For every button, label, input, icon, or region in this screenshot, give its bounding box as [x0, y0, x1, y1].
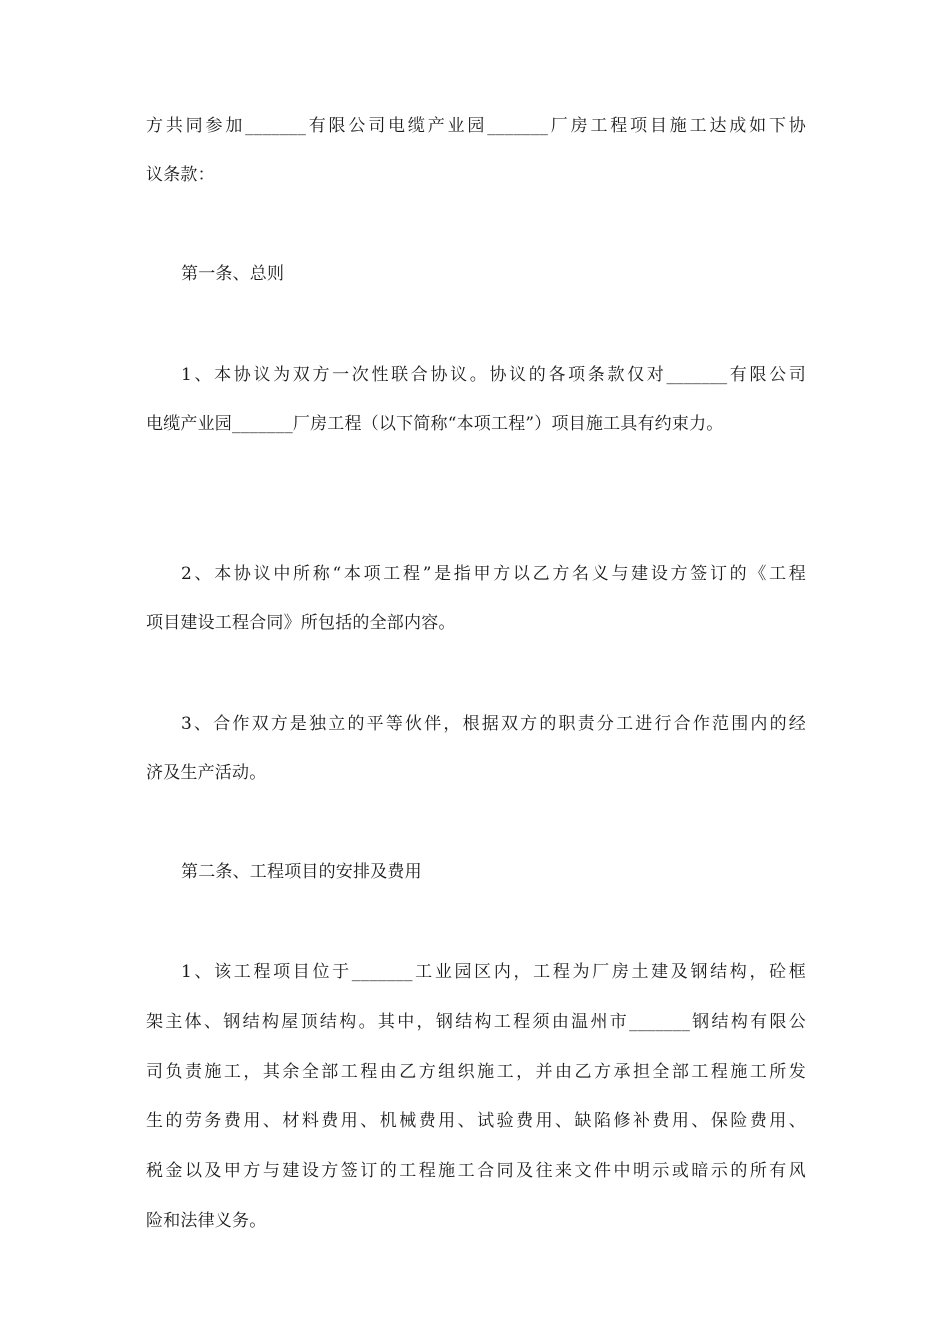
clause-1-1-line-1: 1、本协议为双方一次性联合协议。协议的各项条款仅对_______有限公司 [181, 365, 806, 385]
clause-1-3-line-1: 3、合作双方是独立的平等伙伴，根据双方的职责分工进行合作范围内的经 [181, 714, 806, 734]
section-heading-1: 第一条、总则 [181, 264, 285, 284]
clause-1-1-line-2: 电缆产业园_______厂房工程（以下简称“本项工程”）项目施工具有约束力。 [146, 414, 724, 434]
clause-2-1-line-4: 生的劳务费用、材料费用、机械费用、试验费用、缺陷修补费用、保险费用、 [146, 1111, 806, 1131]
clause-1-2-line-1: 2、本协议中所称“本项工程”是指甲方以乙方名义与建设方签订的《工程 [181, 564, 806, 584]
section-heading-2: 第二条、工程项目的安排及费用 [181, 862, 422, 882]
clause-2-1-line-5: 税金以及甲方与建设方签订的工程施工合同及往来文件中明示或暗示的所有风 [146, 1161, 806, 1181]
clause-2-1-line-1: 1、该工程项目位于_______工业园区内，工程为厂房土建及钢结构，砼框 [181, 962, 806, 982]
paragraph-line-2: 议条款： [146, 165, 215, 185]
clause-1-2-line-2: 项目建设工程合同》所包括的全部内容。 [146, 613, 456, 633]
clause-2-1-line-2: 架主体、钢结构屋顶结构。其中，钢结构工程须由温州市_______钢结构有限公 [146, 1012, 806, 1032]
clause-2-1-line-3: 司负责施工，其余全部工程由乙方组织施工，并由乙方承担全部工程施工所发 [146, 1062, 806, 1082]
paragraph-line-1: 方共同参加_______有限公司电缆产业园_______厂房工程项目施工达成如下协 [146, 116, 806, 136]
clause-2-1-line-6: 险和法律义务。 [146, 1211, 267, 1231]
clause-1-3-line-2: 济及生产活动。 [146, 763, 267, 783]
